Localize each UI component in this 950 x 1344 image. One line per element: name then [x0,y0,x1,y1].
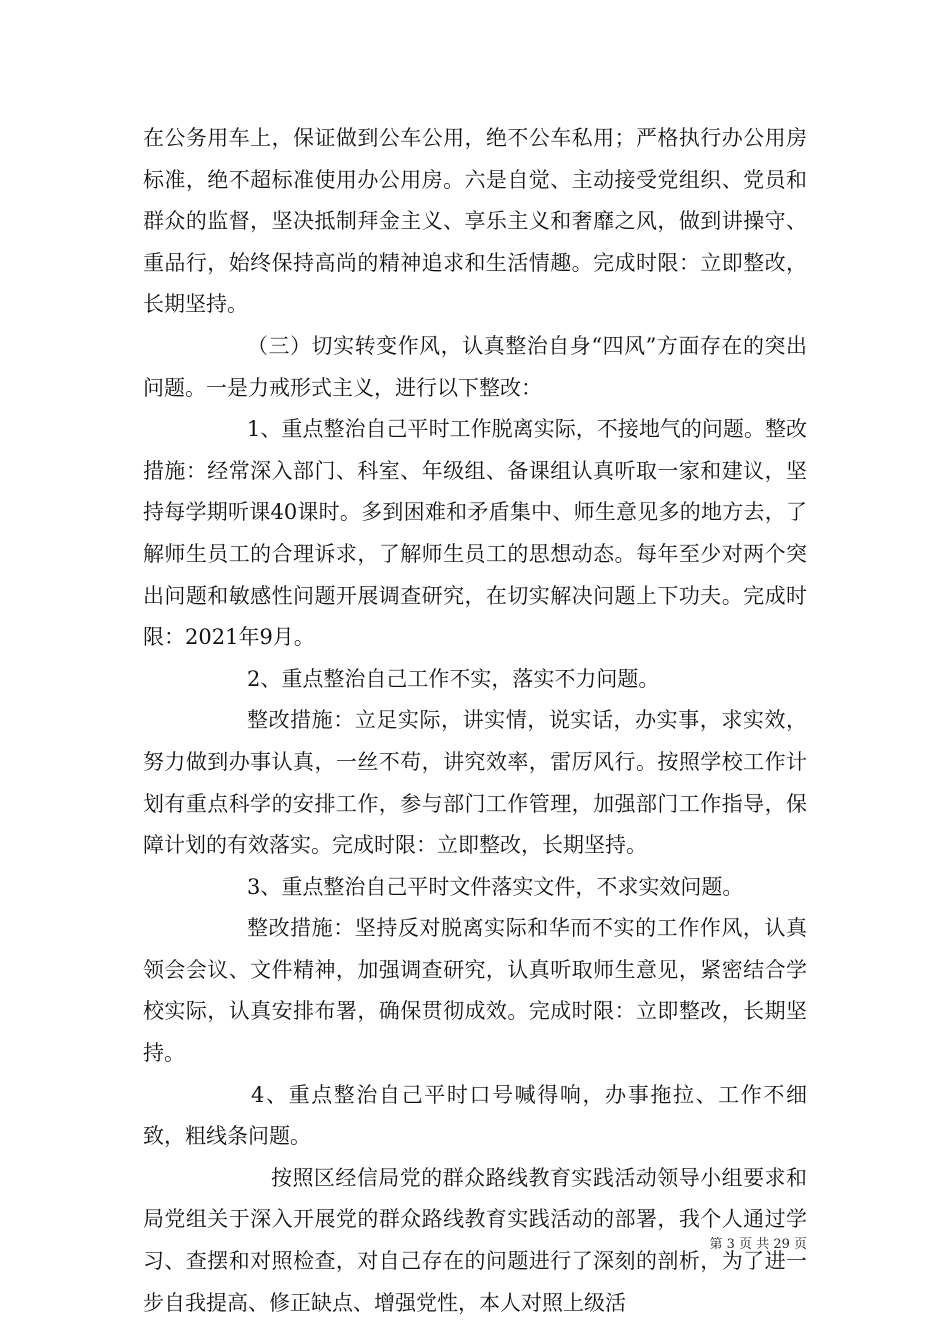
paragraph-2: （三）切实转变作风，认真整治自身“四风”方面存在的突出问题。一是力戒形式主义，进行以下整改： [143,333,807,400]
paragraph-9: 按照区经信局党的群众路线教育实践活动领导小组要求和局党组关于深入开展党的群众路线教育实践活动的部署，我个人通过学习、查摆和对照检查，对自己存在的问题进行了深刻的剖析，为了进一步自我提高、修正缺点、增强党性，本人对照上级活 [143,1165,807,1315]
paragraph-4: 2、重点整治自己工作不实，落实不力问题。 [247,666,660,691]
paragraph-7: 整改措施：坚持反对脱离实际和华而不实的工作作风，认真领会会议、文件精神，加强调查研究，认真听取师生意见，紧密结合学校实际，认真安排布署，确保贯彻成效。完成时限：立即整改，长期坚持。 [143,916,807,1066]
paragraph-5: 整改措施：立足实际，讲实情，说实话，办实事，求实效，努力做到办事认真，一丝不苟，讲究效率，雷厉风行。按照学校工作计划有重点科学的安排工作，参与部门工作管理，加强部门工作指导，保障计划的有效落实。完成时限：立即整改，长期坚持。 [143,708,807,858]
paragraph-1: 在公务用车上，保证做到公车公用，绝不公车私用；严格执行办公用房标准，绝不超标准使用办公用房。六是自觉、主动接受党组织、党员和群众的监督，坚决抵制拜金主义、享乐主义和奢靡之风，做到讲操守、重品行，始终保持高尚的精神追求和生活情趣。完成时限：立即整改，长期坚持。 [143,126,807,317]
document-body [143,118,807,1324]
paragraph-8: 4、重点整治自己平时口号喊得响，办事拖拉、工作不细致，粗线条问题。 [143,1082,807,1149]
paragraph-3: 1、重点整治自己平时工作脱离实际，不接地气的问题。整改措施：经常深入部门、科室、年级组、备课组认真听取一家和建议，坚持每学期听课40课时。多到困难和矛盾集中、师生意见多的地方去，了解师生员工的合理诉求，了解师生员工的思想动态。每年至少对两个突出问题和敏感性问题开展调查研究，在切实解决问题上下功夫。完成时限：2021年9月。 [143,417,807,650]
paragraph-6: 3、重点整治自己平时文件落实文件，不求实效问题。 [247,874,744,899]
page-footer: 第 3 页 共 29 页 [709,1237,807,1252]
